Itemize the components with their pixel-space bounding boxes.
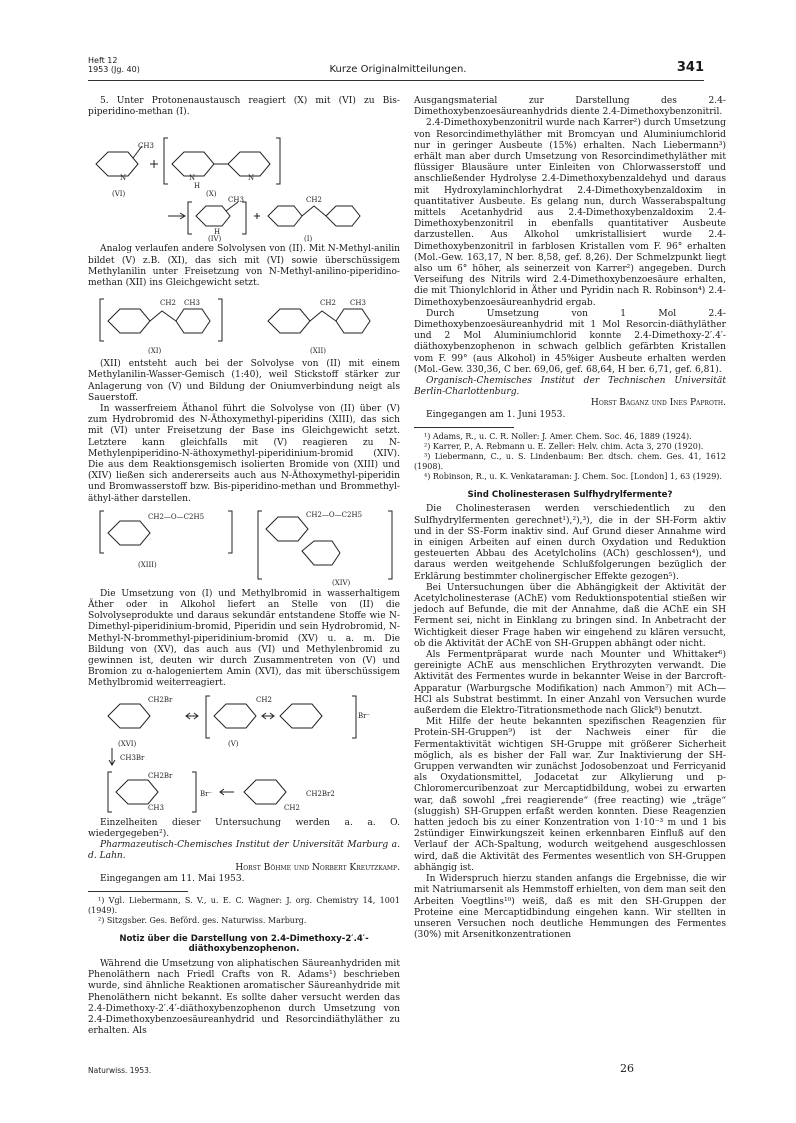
- paragraph: In Widerspruch hierzu standen anfangs die Ergebnisse, die wir mit Natriumarsenit als Hemmstoff erhielten, von dem man seit den Arbeiten Voegtlins¹⁰) weiß, daß es mit den SH-Gruppen der Proteine eine Mercaptidbindung eingehen kann. Wir stellten in unseren Versuchen noch deutliche Hemmungen des Fermentes (30%) mit Arsenitkonzentrationen: [414, 874, 726, 941]
- received-date: Eingegangen am 1. Juni 1953.: [426, 409, 566, 420]
- issue-number: Heft 12: [88, 56, 118, 65]
- received-date: Eingegangen am 11. Mai 1953.: [100, 873, 245, 884]
- paragraph: 2.4-Dimethoxybenzonitril wurde nach Karrer²) durch Umsetzung von Resorcindimethyläther mit Bromcyan und Aluminiumchlorid nur in geringer Ausbeute (15%) erhalten. Nach Liebermann³) erhält man aber durch Umsetzung von Resorcindimethyläther mit flüssiger Blausäure unter Einleiten von Chlorwasserstoff und anschließender Hydrolyse 2.4-Dimethoxybenzaldehyd und daraus mit Hydroxylaminchlorhydrat 2.4-Dimethoxybenzaldoxim in quantitativer Ausbeute. Es gelang nun, durch Wasserabspaltung mittels Acetanhydrid aus 2.4-Dimethoxybenzaldoxim 2.4-Dimethoxybenzonitril in ebenfalls quantitativer Ausbeute darzustellen. Aus Alkohol umkristallisiert wurde 2.4-Dimethoxybenzonitril in farblosen Kristallen vom F. 96° erhalten (Mol.-Gew. 163,17, N ber. 8,58, gef. 8,26). Der Schmelzpunkt liegt also um 6° höher, als seinerzeit von Karrer²) angegeben. Durch Verseifung des Nitrils wird 2.4-Dimethoxybenzoesäure erhalten, die mit Thionylchlorid in Äther und Pyridin nach R. Robinson⁴) 2.4-Dimethoxybenzoesäureanhydrid ergab.: [414, 118, 726, 308]
- compound-label: (V): [228, 739, 239, 748]
- affiliation: Organisch-Chemisches Institut der Technischen Universität Berlin-Charlottenburg.: [414, 376, 726, 398]
- structure-scheme-1: [88, 120, 400, 242]
- hydrogen-label: H: [214, 228, 221, 237]
- ethoxymethyl-label: CH2—O—C2H5: [306, 510, 363, 519]
- footnote: ⁴) Robinson, R., u. K. Venkataraman: J. Chem. Soc. [London] 1, 63 (1929).: [424, 471, 722, 481]
- methylene-label: CH2: [256, 695, 272, 704]
- compound-label: (XVI): [118, 739, 137, 748]
- authors: Horst Baganz und Ines Paproth.: [590, 398, 726, 409]
- hydrogen-label: H: [194, 182, 201, 191]
- paragraph: 5. Unter Protonenaustausch reagiert (X) mit (VI) zu Bis-piperidino-methan (I).: [88, 96, 400, 118]
- methyl-label: CH3: [350, 299, 366, 308]
- paragraph: Ausgangsmaterial zur Darstellung des 2.4-Dimethoxybenzoesäureanhydrids diente 2.4-Dimethoxybenzonitril.: [414, 96, 726, 118]
- compound-label: (I): [304, 235, 313, 243]
- issue-year: 1953 (Jg. 40): [88, 65, 140, 74]
- footnote: ²) Karrer, P., A. Rebmann u. E. Zeller: Helv. chim. Acta 3, 270 (1920).: [424, 441, 704, 451]
- footnote: ²) Sitzgsber. Ges. Beförd. ges. Naturwiss. Marburg.: [98, 915, 307, 925]
- methyl-label: CH3: [228, 196, 244, 205]
- methyl-label: CH3: [138, 142, 154, 151]
- bromide-label: Br⁻: [358, 711, 371, 720]
- footnote-rule: [88, 891, 188, 892]
- footnote: ¹) Vgl. Liebermann, S. V., u. E. C. Wagner: J. org. Chemistry 14, 1001 (1949).: [88, 895, 400, 915]
- left-column: [88, 96, 400, 1037]
- footnote: ¹) Adams, R., u. C. R. Noller: J. Amer. Chem. Soc. 46, 1889 (1924).: [424, 431, 692, 441]
- sheet-number: 26: [620, 1062, 634, 1075]
- paragraph: In wasserfreiem Äthanol führt die Solvolyse von (II) über (V) zum Hydrobromid des N-Äthoxymethyl-piperidins (XIII), das sich mit (VI) unter Freisetzung der Base ins Gleichgewicht setzt. Letztere kann gleichfalls mit (V) reagieren zu N-Methylenpiperidino-N-äthoxymethyl-piperidinium-bromid (XIV). Die aus dem Reaktionsgemisch isolierten Bromide von (XIII) und (XIV) ließen sich andererseits auch aus N-Äthoxymethyl-piperidin und Bromwasserstoff bzw. Bis-piperidino-methan und Brommethyl-äthyl-äther darstellen.: [88, 404, 400, 504]
- byproduct-label: CH2Br2: [306, 789, 335, 798]
- footnote: ³) Liebermann, C., u. S. Lindenbaum: Ber. dtsch. chem. Ges. 41, 1612 (1908).: [414, 451, 726, 471]
- compound-label: (XII): [310, 347, 326, 356]
- methylene-label: CH2: [320, 299, 336, 308]
- compound-label: (IV): [208, 235, 222, 243]
- paragraph: Einzelheiten dieser Untersuchung werden a. a. O. wiedergegeben²).: [88, 817, 400, 839]
- paragraph: (XII) entsteht auch bei der Solvolyse von (II) mit einem Methylanilin-Wasser-Gemisch (1:40), weil Stickstoff stärker zur Anlagerung von (V) und Bildung der Oniumverbindung neigt als Sauerstoff.: [88, 359, 400, 403]
- header-rule: [88, 80, 704, 81]
- footnote-rule: [414, 427, 514, 428]
- reagent-label: CH3Br: [120, 753, 145, 762]
- paragraph: Die Umsetzung von (I) und Methylbromid in wasserhaltigem Äther oder in Alkohol liefert an Stelle von (II) die Solvolyseprodukte und daraus sekundär entstandene Stoffe wie N-Dimethyl-piperidinium-bromid, Piperidin und sein Hydrobromid, N-Methyl-N-brommethyl-piperidinium-bromid (XV) u. a. m. Die Bildung von (XV), das auch aus (VI) und Methylenbromid zu gewinnen ist, deuten wir durch Zusammentreten von (V) und Bromion zu α-halogeniertem Amin (XVI), das mit überschüssigem Methylbromid weiterreagiert.: [88, 588, 400, 689]
- right-column: [414, 96, 726, 941]
- page-number: 341: [676, 60, 704, 75]
- nitrogen-label: N: [189, 174, 196, 183]
- running-head-section: Kurze Originalmitteilungen.: [329, 64, 467, 75]
- bromide-label: Br⁻: [200, 789, 213, 798]
- paragraph: Mit Hilfe der heute bekannten spezifischen Reagenzien für Protein-SH-Gruppen⁹) ist der Nachweis einer für die Fermentaktivität wichtigen SH-Gruppe mit größerer Sicherheit möglich, als es bisher der Fall war. Zur Inaktivierung der SH-Gruppen verwandten wir zunächst Jodosobenzoat und Ferricyanid als Oxydationsmittel, Jodacetat zur Alkylierung und p-Chloromercuribenzoat zur Mercaptidbildung, wobei zu erwarten war, daß sowohl „frei reagierende“ (free reacting) wie „träge“ (sluggish) SH-Gruppen erfaßt werden konnten. Diese Reagenzien hatten jedoch bis zu einer Konzentration von 1·10⁻³ m und 1 bis 2stündiger Einwirkungszeit keinen erkennbaren Einfluß auf den Verlauf der ACh-Spaltung, wodurch weitgehend ausgeschlossen wird, daß die Aktivität des Fermentes wesentlich von SH-Gruppen abhängig ist.: [414, 717, 726, 873]
- compound-label: (XIV): [332, 578, 351, 587]
- methylene-label: CH2: [284, 803, 300, 812]
- paragraph: Während die Umsetzung von aliphatischen Säureanhydriden mit Phenoläthern nach Friedl Crafts von R. Adams¹) beschrieben wurde, sind ähnliche Reaktionen aromatischer Säureanhydride mit Phenoläthern nicht bekannt. Es sollte daher versucht werden das 2.4-Dimethoxy-2′.4′-diäthoxybenzophenon durch Umsetzung von 2.4-Dimethoxybenzoesäureanhydrid und Resorcindiäthyläther zu erhalten. Als: [88, 958, 400, 1037]
- article-title: Sind Cholinesterasen Sulfhydrylfermente?: [467, 489, 673, 500]
- affiliation: Pharmazeutisch-Chemisches Institut der Universität Marburg a. d. Lahn.: [88, 840, 400, 862]
- nitrogen-label: N: [248, 174, 255, 183]
- bromomethyl-label: CH2Br: [148, 695, 173, 704]
- paragraph: Analog verlaufen andere Solvolysen von (II). Mit N-Methyl-anilin bildet (V) z.B. (XI), das sich mit (VI) sowie überschüssigem Methylanilin unter Freisetzung von N-Methyl-anilino-piperidino-methan (XII) ins Gleichgewicht setzt.: [88, 244, 400, 289]
- compound-label: (XIII): [138, 560, 157, 569]
- paragraph: Als Fermentpräparat wurde nach Mounter und Whittaker⁶) gereinigte AChE aus menschlichen Erythrozyten verwandt. Die Aktivität des Fermentes wurde in bekannter Weise in der Barcroft-Apparatur (Warburgsche Modifikation) nach Ammon⁷) mit ACh—HCl als Substrat bestimmt. In einer Anzahl von Versuchen wurde außerdem die Elektro-Titrationsmethode nach Glick⁸) benutzt.: [414, 650, 726, 717]
- ethoxymethyl-label: CH2—O—C2H5: [148, 512, 205, 521]
- paragraph: Durch Umsetzung von 1 Mol 2.4-Dimethoxybenzoesäureanhydrid mit 1 Mol Resorcin-diäthyläther und 2 Mol Aluminiumchlorid konnte 2.4-Dimethoxy-2′.4′-diäthoxybenzophenon in schwach gelblich gefärbten Kristallen vom F. 99° (aus Alkohol) in 45%iger Ausbeute erhalten werden (Mol.-Gew. 330,36, C ber. 69,06, gef. 68,64, H ber. 6,71, gef. 6,81).: [414, 308, 726, 375]
- structure-scheme-3: [88, 507, 400, 587]
- structure-scheme-2: [88, 291, 400, 357]
- compound-label: (VI): [112, 190, 126, 199]
- article-title: Notiz über die Darstellung von 2.4-Dimethoxy-2′.4′-diäthoxybenzophenon.: [119, 933, 369, 955]
- methyl-label: CH3: [148, 803, 164, 812]
- methylene-label: CH2: [160, 299, 176, 308]
- bromomethyl-label: CH2Br: [148, 771, 173, 780]
- compound-label: (X): [206, 190, 217, 199]
- compound-label: (XI): [148, 347, 162, 356]
- journal-footer: Naturwiss. 1953.: [88, 1066, 152, 1075]
- structure-scheme-4: [88, 692, 400, 816]
- authors: Horst Böhme und Norbert Kreutzkamp.: [235, 862, 400, 873]
- methyl-label: CH3: [184, 299, 200, 308]
- paragraph: Die Cholinesterasen werden verschiedentlich zu den Sulfhydrylfermenten gerechnet¹),²),³), die in der SH-Form aktiv und in der SS-Form inaktiv sind. Auf Grund dieser Annahme wird in einigen Arbeiten auf einen durch Oxydation und Reduktion gesteuerten Abbau des Acetylcholins (ACh) geschlossen⁴), und daraus werden weitgehende Schlußfolgerungen bezüglich der Erklärung bestimmter cholinergischer Effekte gezogen⁵).: [414, 504, 726, 582]
- paragraph: Bei Untersuchungen über die Abhängigkeit der Aktivität der Acetylcholinesterase (AChE) vom Reduktionspotential stießen wir jedoch auf Befunde, die mit der Annahme, daß die AChE ein SH Ferment sei, nicht in Einklang zu bringen sind. In Anbetracht der Wichtigkeit dieser Frage haben wir eingehend zu klären versucht, ob die Aktivität der AChE von SH-Gruppen abhängt oder nicht.: [414, 582, 726, 649]
- methylene-label: CH2: [306, 196, 322, 205]
- nitrogen-label: N: [120, 174, 127, 183]
